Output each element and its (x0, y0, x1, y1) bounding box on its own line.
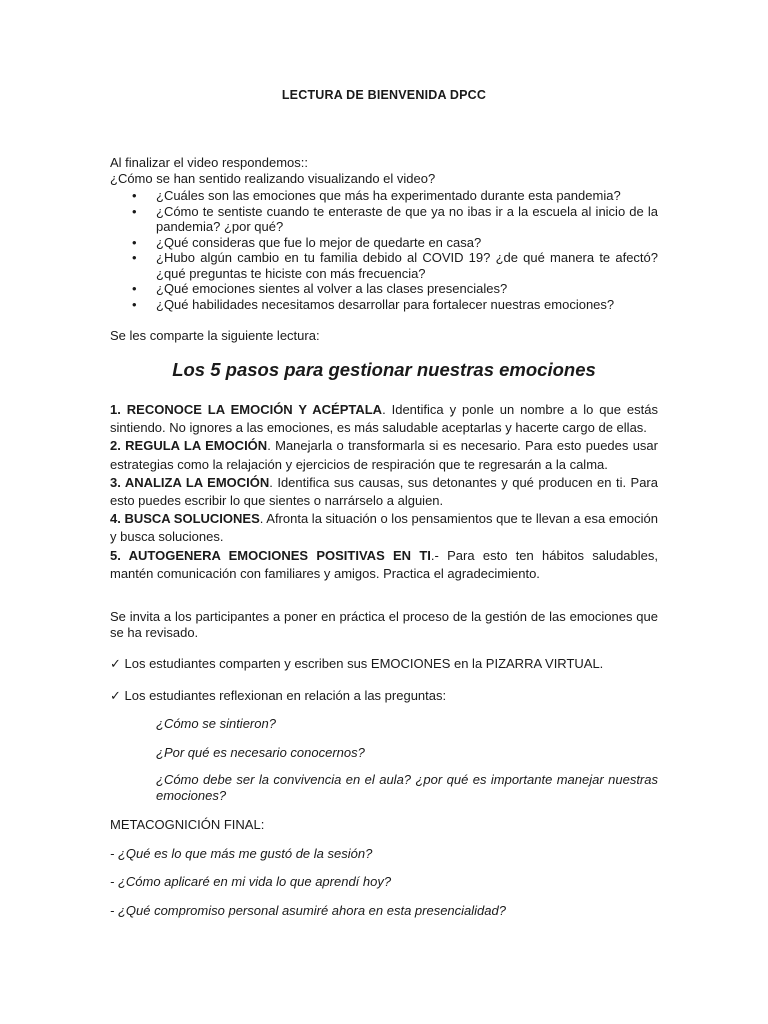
step-paragraph (110, 401, 658, 437)
question-item: • ¿Qué emociones sientes al volver a las clases presenciales? (110, 281, 658, 297)
step-paragraph (110, 474, 658, 510)
step-paragraph (110, 437, 658, 473)
step-body: . Identifica y ponle un nombre a lo que estás sintiendo. No ignores a las emociones, es más saludable aceptarlas y hacerte cargo de ellas. (110, 402, 658, 436)
steps-section (110, 401, 658, 583)
reflection-question: ¿Cómo debe ser la convivencia en el aula? ¿por qué es importante manejar nuestras emociones? (156, 772, 658, 803)
step-paragraph (110, 547, 658, 583)
step-heading: 3. ANALIZA LA EMOCIÓN (110, 474, 270, 490)
check-item-reflection: ✓ Los estudiantes reflexionan en relación a las preguntas: (110, 688, 447, 703)
step-heading: 2. REGULA LA EMOCIÓN (110, 438, 268, 454)
question-item: • ¿Hubo algún cambio en tu familia debido al COVID 19? ¿de qué manera te afectó? ¿qué preguntas te hiciste con más frecuencia? (110, 250, 658, 281)
step-body: . Manejarla o transformarla si es necesario. Para esto puedes usar estrategias como la relajación y ejercicios de respiración que te regresarán a la calma. (110, 438, 658, 472)
question-item: • ¿Cuáles son las emociones que más ha experimentado durante esta pandemia? (110, 188, 658, 204)
reflection-question: ¿Por qué es necesario conocernos? (156, 745, 365, 760)
intro-paragraph (110, 155, 658, 186)
intro-line-2: ¿Cómo se han sentido realizando visualizando el video? (110, 170, 436, 186)
step-body: .- Para esto ten hábitos saludables, mantén comunicación con familiares y amigos. Practica el agradecimiento. (110, 547, 658, 581)
step-body: . Identifica sus causas, sus detonantes y qué producen en ti. Para esto puedes escribir lo que sientes o narrárselo a alguien. (110, 474, 658, 509)
step-heading: 4. BUSCA SOLUCIONES (110, 511, 260, 527)
check-item-emotions: ✓ Los estudiantes comparten y escriben sus EMOCIONES en la PIZARRA VIRTUAL. (110, 656, 604, 671)
metacognition-title: METACOGNICIÓN FINAL: (110, 817, 265, 832)
metacognition-question: - ¿Cómo aplicaré en mi vida lo que aprendí hoy? (110, 874, 392, 889)
metacognition-question: - ¿Qué compromiso personal asumiré ahora en esta presencialidad? (110, 903, 506, 918)
step-paragraph (110, 510, 658, 546)
question-item: • ¿Qué consideras que fue lo mejor de quedarte en casa? (110, 235, 658, 251)
reading-title: Los 5 pasos para gestionar nuestras emociones (172, 359, 596, 380)
invite-paragraph: Se invita a los participantes a poner en práctica el proceso de la gestión de las emociones que se ha revisado. (110, 609, 658, 640)
question-list (110, 188, 658, 312)
question-item: • ¿Cómo te sentiste cuando te enteraste de que ya no ibas ir a la escuela al inicio de la pandemia? ¿por qué? (110, 204, 658, 235)
step-heading: 1. RECONOCE LA EMOCIÓN Y ACÉPTALA (110, 402, 383, 417)
reflection-question: ¿Cómo se sintieron? (156, 716, 276, 731)
step-body: . Afronta la situación o los pensamientos que te llevan a esa emoción y busca soluciones. (110, 511, 658, 545)
share-text: Se les comparte la siguiente lectura: (110, 328, 320, 343)
question-item: • ¿Qué habilidades necesitamos desarrollar para fortalecer nuestras emociones? (110, 297, 658, 313)
metacognition-question: - ¿Qué es lo que más me gustó de la sesión? (110, 846, 373, 861)
step-heading: 5. AUTOGENERA EMOCIONES POSITIVAS EN TI (110, 547, 431, 563)
intro-line-1: Al finalizar el video respondemos:: (110, 155, 308, 170)
document-title: LECTURA DE BIENVENIDA DPCC (281, 88, 487, 102)
